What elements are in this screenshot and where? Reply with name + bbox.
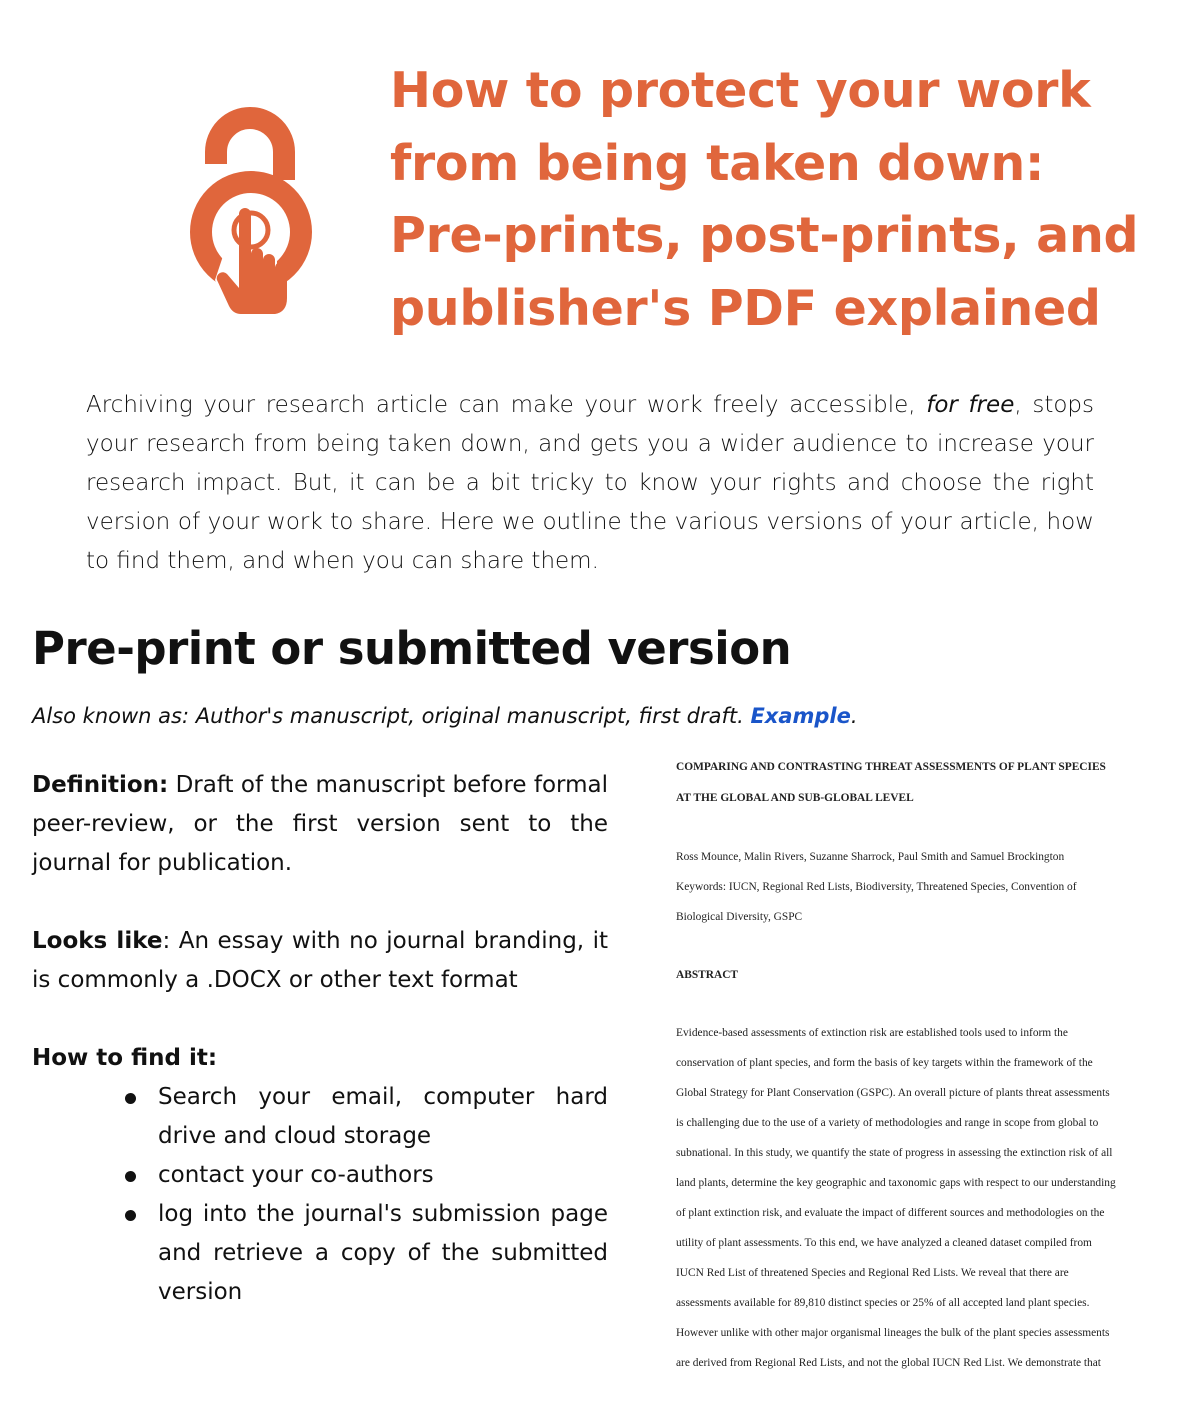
definition [32,766,608,883]
definition-label: Definition: [32,772,169,798]
paper-abstract-line: Evidence-based assessments of extinction risk are established tools used to inform the [676,1027,1068,1039]
paper-abstract-line: conservation of plant species, and form the basis of key targets within the framework of the [676,1057,1093,1069]
intro-paragraph [86,386,1094,581]
open-access-lock-hand-icon [185,102,325,320]
list-item: contact your co-authors [158,1156,608,1195]
page-title [390,55,1160,345]
intro-text-part1: Archiving your research article can make your work freely accessible, [86,392,927,418]
how-to-find-list [32,1078,608,1312]
paper-title-line: COMPARING AND CONTRASTING THREAT ASSESSMENTS OF PLANT SPECIES [676,761,1106,773]
example-link[interactable]: Example [750,704,851,728]
intro-text-part2: , stops your research from being taken down, and gets you a wider audience to increase your research impact. But, it can be a bit tricky to know your rights and choose the right version of your work to share. Here we outline the various versions of your article, how to find them, and when you can share them. [86,392,1095,574]
paper-title-line: AT THE GLOBAL AND SUB-GLOBAL LEVEL [676,792,914,804]
title-line: from being taken down: [390,134,1045,192]
preprint-details [32,766,608,1312]
looks-like [32,922,608,1000]
paper-abstract-line: However unlike with other major organismal lineages the bulk of the plant species assessments [676,1327,1110,1339]
paper-abstract-line: land plants, determine the key geographic and taxonomic gaps with respect to our understanding [676,1177,1116,1189]
paper-abstract-line: utility of plant assessments. To this end, we have analyzed a cleaned dataset compiled from [676,1237,1092,1249]
list-item: log into the journal's submission page and retrieve a copy of the submitted version [158,1195,608,1312]
how-to-find-label: How to find it: [32,1045,218,1071]
paper-abstract-heading: ABSTRACT [676,969,739,981]
title-line: publisher's PDF explained [390,279,1101,337]
paper-abstract-line: assessments available for 89,810 distinct species or 25% of all accepted land plant species. [676,1297,1090,1309]
open-access-logo [185,102,325,320]
title-line: How to protect your work [390,62,1091,119]
paper-abstract-line: is challenging due to the use of a variety of methodologies and range in scope from global to [676,1117,1099,1129]
intro-emphasis: for free [926,392,1015,418]
paper-authors: Ross Mounce, Malin Rivers, Suzanne Sharrock, Paul Smith and Samuel Brockington [676,851,1065,863]
title-line: Pre-prints, post-prints, and [390,207,1139,264]
looks-like-text: : An essay with no journal branding, it is commonly a .DOCX or other text format [32,928,608,993]
looks-like-label: Looks like [32,928,163,954]
paper-keywords-line: Biological Diversity, GSPC [676,911,803,923]
aka-end: . [850,704,858,728]
paper-abstract-line: subnational. In this study, we quantify the state of progress in assessing the extinction risk of all [676,1147,1113,1159]
section-title: Pre-print or submitted version [32,622,792,675]
also-known-as [32,698,858,734]
example-paper-image [676,752,1156,1378]
paper-abstract-line: are derived from Regional Red Lists, and not the global IUCN Red List. We demonstrate that [676,1357,1101,1369]
how-to-find-heading [32,1039,608,1078]
paper-abstract-line: of plant extinction risk, and evaluate the impact of different sources and methodologies on the [676,1207,1105,1219]
paper-abstract-line: IUCN Red List of threatened Species and Regional Red Lists. We reveal that there are [676,1267,1069,1279]
definition-text: Draft of the manuscript before formal peer-review, or the first version sent to the journal for publication. [32,772,608,876]
paper-abstract-line: Global Strategy for Plant Conservation (GSPC). An overall picture of plants threat assessments [676,1087,1110,1099]
aka-text: Also known as: Author's manuscript, original manuscript, first draft. [32,704,751,728]
paper-keywords-line: Keywords: IUCN, Regional Red Lists, Biodiversity, Threatened Species, Convention of [676,881,1077,893]
list-item: Search your email, computer hard drive and cloud storage [158,1078,608,1156]
